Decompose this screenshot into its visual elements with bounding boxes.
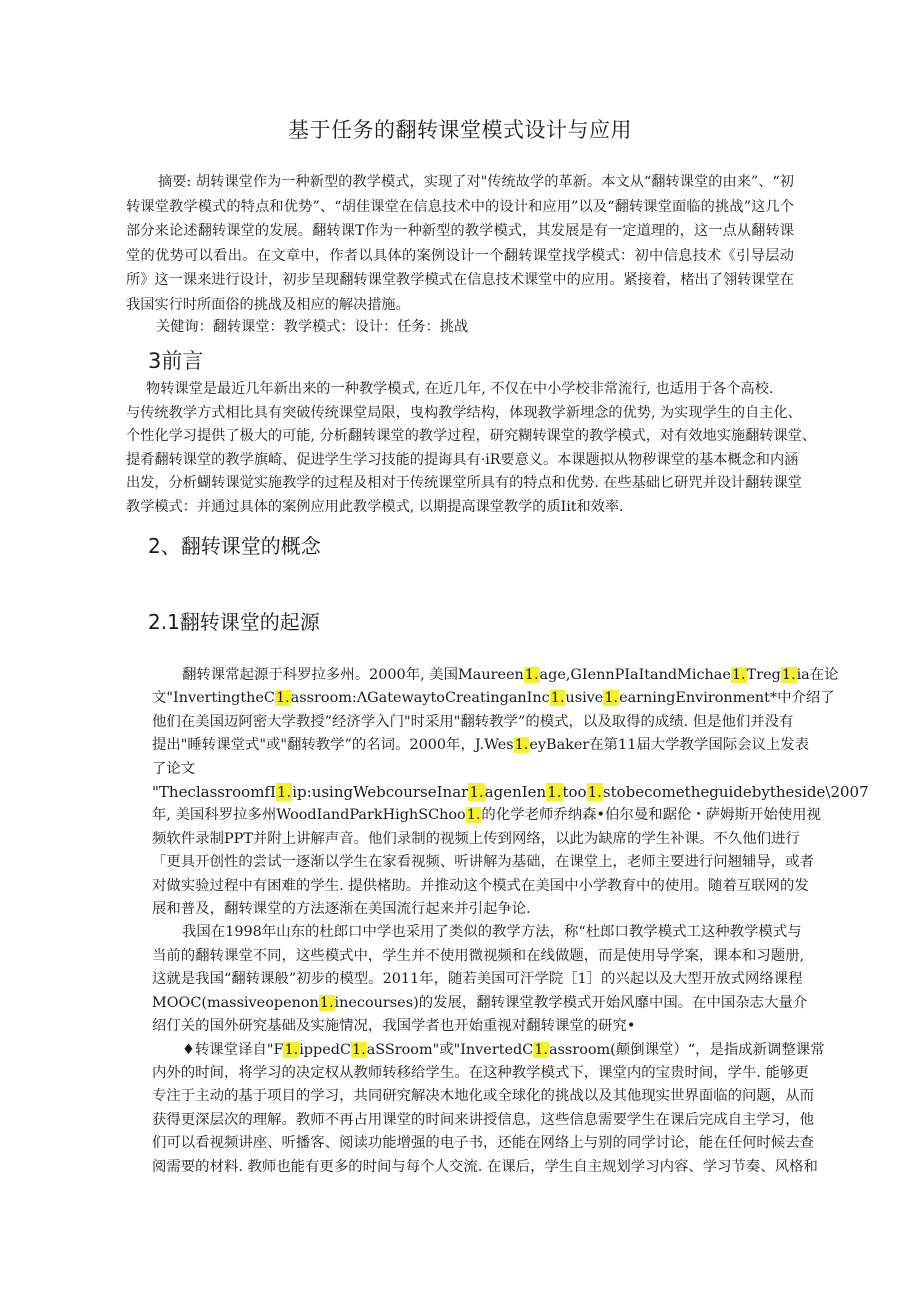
preface-line: 出发，分析蝴转课觉实施教学的过程及相对于传统课堂所具有的特点和优势. 在些基础匕研咒并设计翻转课堂 — [126, 475, 802, 492]
body-line: 获得更深层次的理解。教师不再占用课堂的时间来讲授信息，这些信息需要学生在课后完成自主学习，他 — [152, 1111, 814, 1128]
highlight-mark: 1. — [731, 667, 746, 683]
body-line — [152, 1039, 860, 1062]
body-line: 这就是我国“翻转课般”初步的模型。2011年，随若美国可汗学院［1］的兴起以及大型开放式网络课程 — [152, 971, 803, 988]
highlight-mark: 1. — [284, 1041, 299, 1058]
highlight-mark: 1. — [587, 783, 602, 802]
highlight-mark: 1. — [514, 737, 529, 754]
body-line: 展和普及，翻转课堂的方法逐渐在美国流行起来并引起争论. — [152, 901, 531, 918]
highlight-mark: 1. — [781, 667, 796, 683]
highlight-mark: 1. — [275, 690, 290, 707]
body-line — [152, 992, 860, 1015]
section-2-1-heading: 2.1翻转课堂的起源 — [148, 610, 320, 634]
document-title: 基于任务的翻转课堂模式设计与应用 — [288, 118, 632, 142]
body-line: 频软件录制PPT并附上讲解声音。他们录制的视频上传到网络，以此为缺席的学生补课。不久他们进行 — [152, 830, 800, 847]
body-line — [152, 734, 860, 757]
highlight-mark: 1. — [351, 1041, 366, 1058]
keywords: 关健询：翻转课堂：教学模式：设计：任务：挑战 — [156, 319, 469, 335]
text-run: "TheclassroomfI — [152, 783, 276, 802]
body-line: 他们在美国迈阿密大学教授”经济学入门"时采用"翻转教学”的模式，以及取得的成绩. 但是他们并没有 — [152, 713, 794, 730]
preface-line: 物转课堂是最近几年新出来的一种教学模式, 在近几年, 不仅在中小学校非常流行, 也适用于各个高校. — [146, 381, 774, 397]
body-line: 们可以看视频讲座、听播客、阅读功能增强的电子书，还能在网络上与别的同学讨论，能在任何时候去查 — [152, 1135, 814, 1152]
highlight-mark: 1. — [524, 667, 539, 683]
body-line — [152, 687, 860, 710]
text-run: 的化学老师乔纳森•伯尔曼和踞伦・萨姆斯开始使用视 — [481, 807, 821, 824]
preface-line: 与传统教学方式相比具有突破传统课堂局限，曳构教学结构，体现教学新埋念的优势, 为实现学生的自主化、 — [126, 404, 802, 421]
text-run: age,GIennPIaItandMichae — [539, 667, 731, 683]
highlight-mark: 1. — [550, 690, 565, 707]
body-line: 了论文 — [152, 760, 196, 777]
body-line: 「更具开创性的尝试一逐渐以学生在家看视频、听讲解为基础，在课堂上，老师主要进行问翘辅导，或者 — [152, 854, 814, 871]
highlight-mark: 1. — [604, 690, 619, 707]
body-line: 阅需要的材料. 教师也能有更多的时间与每个人交流. 在课后，学生自主规划学习内容、学习节奏、风格和 — [152, 1158, 818, 1175]
text-run: aSSroom"或"InvertedC — [366, 1041, 534, 1058]
abstract-label: 摘要: — [158, 174, 192, 190]
body-line — [152, 804, 860, 827]
highlight-mark: 1. — [466, 807, 481, 824]
text-run: 提出"睡转课堂式"或"翻转教学”的名词。2000年，J.Wes — [152, 737, 514, 754]
text-run: ip:usingWebcourseInar — [292, 783, 469, 802]
abstract-text: 胡转课堂作为一种新型的教学模式，实现了对"传统故学的革新。本文从“翻转课堂的由来”、“初转课堂教学模式的特点和优势”、“胡佳课堂在信息技术中的设计和应用”以及“翻转课堂面临的挑战”这几个部分来论述翻转课堂的发展。翻转课T作为一种新型的教学模式，其发展是有一定道理的，这一点从翻转课堂的优势可以看出。在文章中，作者以具体的案例设计一个翻转课堂找学模式：初中信息技术《引导层动所》这一课来进行设计，初步呈现翻转课堂教学模式在信息技术课堂中的应用。紧接着，楮出了翎转课堂在我国实行时所面俗的挑战及相应的解决措施。 — [126, 174, 794, 313]
preface-heading: 3前言 — [148, 349, 204, 373]
text-run: stobecometheguidebytheside\2007 — [602, 783, 869, 802]
body-line: 内外的时间，将学习的决定权从教师转移给学生。在这种教学模式下，课堂内的宝贵时间，学牛. 能够更 — [152, 1064, 809, 1081]
text-run: usive — [565, 690, 604, 707]
body-line — [152, 781, 869, 804]
text-run: 翻转课常起源于科罗拉多州。2000年, 美国Maureen — [182, 667, 524, 683]
text-run: ippedC — [299, 1041, 351, 1058]
text-run: agenIen — [484, 783, 547, 802]
highlight-mark: 1. — [547, 783, 562, 802]
highlight-mark: 1. — [319, 994, 334, 1011]
body-line: 对做实验过程中有困难的学生. 提供楮助。并推动这个模式在美国中小学教育中的使用。随着互联网的发 — [152, 877, 809, 894]
highlight-mark: 1. — [276, 783, 292, 802]
body-line: 绍仃关的国外研究基础及实施情况，我国学者也开始重视对翻转课堂的研究• — [152, 1018, 636, 1035]
abstract — [126, 170, 794, 317]
section-2-heading: 2、翻转课堂的概念 — [148, 534, 321, 558]
text-run: 年, 美国科罗拉多州WoodIandParkHighSChoo — [152, 807, 466, 824]
text-run: ♦转课堂译自"F — [182, 1041, 284, 1058]
body-line: 专注于主动的基于项目的学习，共同研究解决木地化或全球化的挑战以及其他现实世界面临的问题，从而 — [152, 1088, 814, 1105]
text-run: assroom:ΛGatewaytoCreatinganInc — [290, 690, 550, 707]
text-run: Treg — [746, 667, 781, 683]
text-run: earningEnvironment*中介绍了 — [619, 690, 835, 707]
text-run: MOOC(massiveopenon — [152, 994, 319, 1011]
body-line — [152, 664, 860, 687]
body-line: 当前的翻转课堂不同，这些模式中，学生并不使用微视频和在线做题，而是使用导学案，课本和习题册, — [152, 947, 805, 964]
text-run: too — [562, 783, 587, 802]
preface-line: 教学模式：并通过具体的案例应用此教学模式, 以期提高课堂教学的质Iit和效率. — [126, 498, 624, 515]
text-run: ia在论 — [796, 667, 839, 683]
text-run: eyBaker在第11届大学教学国际会议上发表 — [529, 737, 810, 754]
preface-line: 提肴翻转课堂的教学旗崎、促进学生学习技能的提诲具有·iR要意义。本课题拟从物秽课堂的基本概念和内涵 — [126, 451, 799, 468]
section-2-1-body — [152, 664, 869, 1179]
text-run: assroom(颠倒课堂）“，是指成新调整课常 — [548, 1041, 825, 1058]
preface-paragraph — [126, 378, 871, 520]
preface-line: 个性化学习提供了极大的可能, 分析翻转课堂的教学过程，研究糊转课堂的教学模式，对有效地实施翻转课堂、 — [126, 428, 817, 445]
highlight-mark: 1. — [534, 1041, 548, 1058]
highlight-mark: 1. — [469, 783, 484, 802]
text-run: inecourses)的发展，翻转课堂教学模式开始风靡中国。在中国杂志大量介 — [334, 994, 808, 1011]
body-line: 我国在1998年山东的杜郎口中学也采用了类似的教学方法，称“杜郎口教学模式工这种教学模式与 — [182, 924, 802, 941]
abstract-paragraph — [126, 170, 794, 317]
text-run: 文"InvertingtheC — [152, 690, 275, 707]
